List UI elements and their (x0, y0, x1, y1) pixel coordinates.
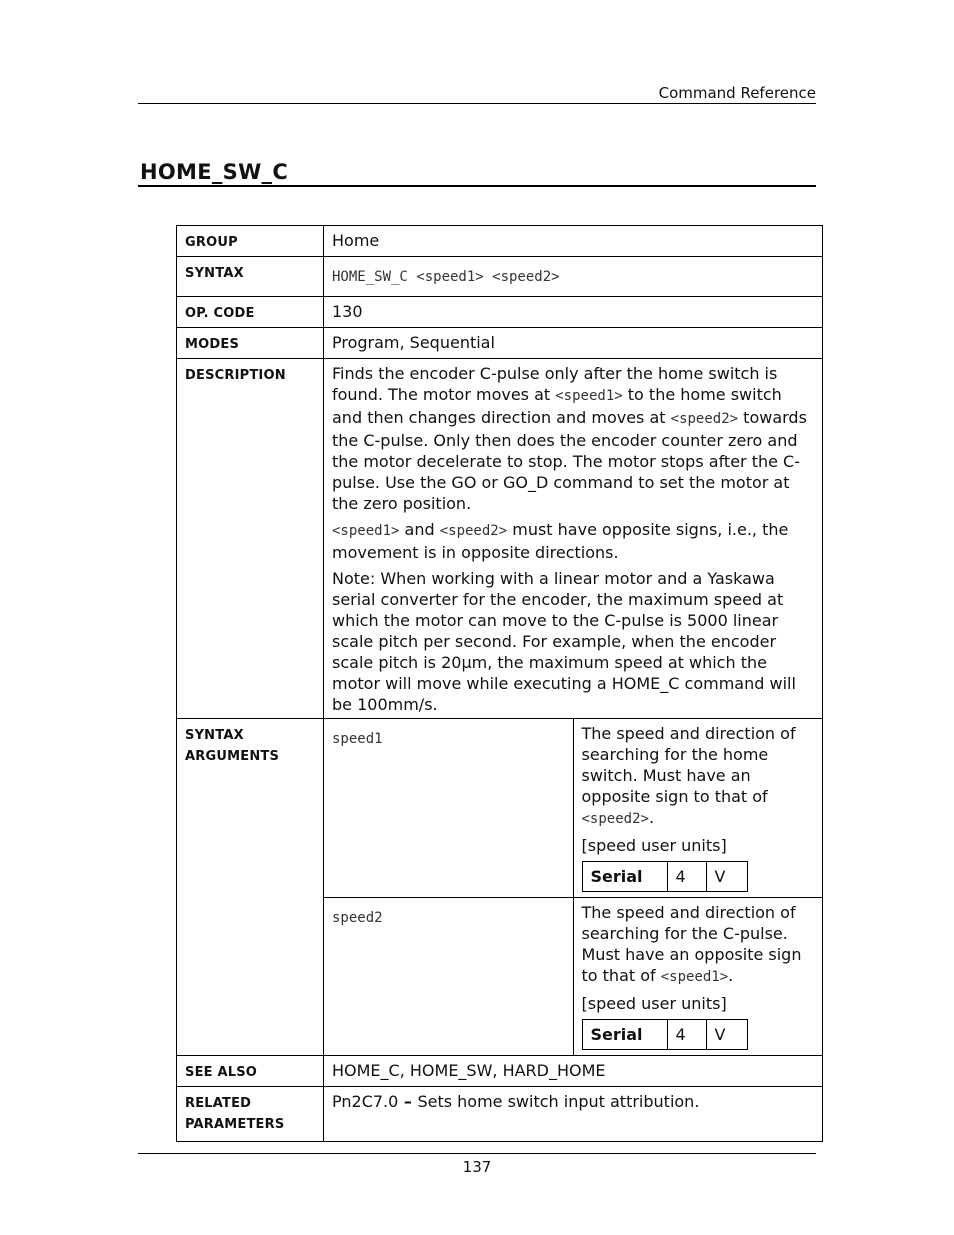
description-label: DESCRIPTION (177, 359, 324, 719)
running-header: Command Reference (138, 84, 816, 104)
description-paragraph-3: Note: When working with a linear motor and a Yaskawa serial converter for the encoder, the maximum speed at which the motor can move to the C-pulse is 5000 linear scale pitch per second. For example, when the encoder scale pitch is 20μm, the maximum speed at which the motor will move while executing a HOME_C command will be 100mm/s. (332, 569, 796, 714)
arg-units: [speed user units] (581, 836, 727, 855)
related-parameters-label-line2: PARAMETERS (185, 1117, 285, 1132)
desc-p1-code-1: <speed1> (555, 388, 623, 404)
serial-name: Serial (582, 1020, 667, 1050)
arg-desc-end: . (648, 808, 655, 827)
modes-label: MODES (177, 328, 324, 359)
desc-p1-text-2: to the home switch and then changes direction and moves at (332, 385, 782, 427)
serial-format-table (582, 1019, 748, 1050)
syntax-arguments-label-line1: SYNTAX (185, 728, 244, 743)
modes-value: Program, Sequential (324, 328, 823, 359)
description-paragraph-1 (332, 363, 814, 514)
opcode-value: 130 (324, 297, 823, 328)
arg-desc-text: The speed and direction of searching for the home switch. Must have an opposite sign to that of (581, 724, 796, 806)
desc-p2-code-1: <speed1> (332, 523, 400, 539)
related-parameters-label (177, 1087, 324, 1142)
related-param-code: Pn2C7.0 (332, 1092, 399, 1111)
page-number: 137 (138, 1153, 816, 1176)
see-also-value: HOME_C, HOME_SW, HARD_HOME (324, 1056, 823, 1087)
row-related-parameters (177, 1087, 823, 1142)
row-group (177, 226, 823, 257)
serial-length: 4 (667, 1020, 706, 1050)
row-syntax-arg-speed1 (177, 719, 823, 898)
arg-description (573, 719, 823, 898)
desc-p2-code-2: <speed2> (439, 523, 508, 539)
arg-desc-end: . (728, 966, 734, 985)
group-label: GROUP (177, 226, 324, 257)
arg-desc-code: <speed1> (660, 969, 729, 985)
syntax-arguments-label (177, 719, 324, 1056)
syntax-value: HOME_SW_C <speed1> <speed2> (332, 269, 560, 285)
description-paragraph-2 (332, 519, 814, 563)
related-param-dash: – (398, 1092, 418, 1111)
see-also-label: SEE ALSO (177, 1056, 324, 1087)
group-value: Home (324, 226, 823, 257)
syntax-arguments-label-line2: ARGUMENTS (185, 749, 280, 764)
arg-description (573, 898, 823, 1056)
description-body (324, 359, 823, 719)
row-syntax (177, 257, 823, 297)
arg-desc-text: The speed and direction of searching for the C-pulse. Must have an opposite sign to that of (581, 903, 802, 985)
serial-name: Serial (582, 862, 667, 892)
desc-p2-text-1: and (399, 520, 440, 539)
desc-p1-text-3: towards the C-pulse. Only then does the encoder counter zero and the motor decelerate to stop. The motor stops after the C-pulse. Use the GO or GO_D command to set the motor at the zero position. (332, 408, 807, 513)
desc-p1-text-1: Finds the encoder C-pulse only after the home switch is found. The motor moves at (332, 364, 778, 404)
row-opcode (177, 297, 823, 328)
related-parameters-value (324, 1087, 823, 1142)
row-modes (177, 328, 823, 359)
desc-p1-code-2: <speed2> (670, 411, 739, 427)
arg-desc-code: <speed2> (581, 811, 649, 827)
row-description (177, 359, 823, 719)
command-reference-table (176, 225, 823, 1142)
arg-units: [speed user units] (581, 994, 727, 1013)
row-see-also (177, 1056, 823, 1087)
serial-length: 4 (667, 862, 706, 892)
related-param-text: Sets home switch input attribution. (417, 1092, 700, 1111)
command-title: HOME_SW_C (138, 160, 816, 187)
desc-p2-text-2: must have opposite signs, i.e., the movement is in opposite directions. (332, 520, 789, 562)
syntax-label: SYNTAX (177, 257, 324, 297)
serial-type: V (706, 862, 747, 892)
opcode-label: OP. CODE (177, 297, 324, 328)
related-parameters-label-line1: RELATED (185, 1096, 252, 1111)
arg-name: speed1 (332, 731, 383, 747)
arg-name: speed2 (332, 910, 383, 926)
serial-type: V (706, 1020, 747, 1050)
serial-format-table (582, 861, 748, 892)
